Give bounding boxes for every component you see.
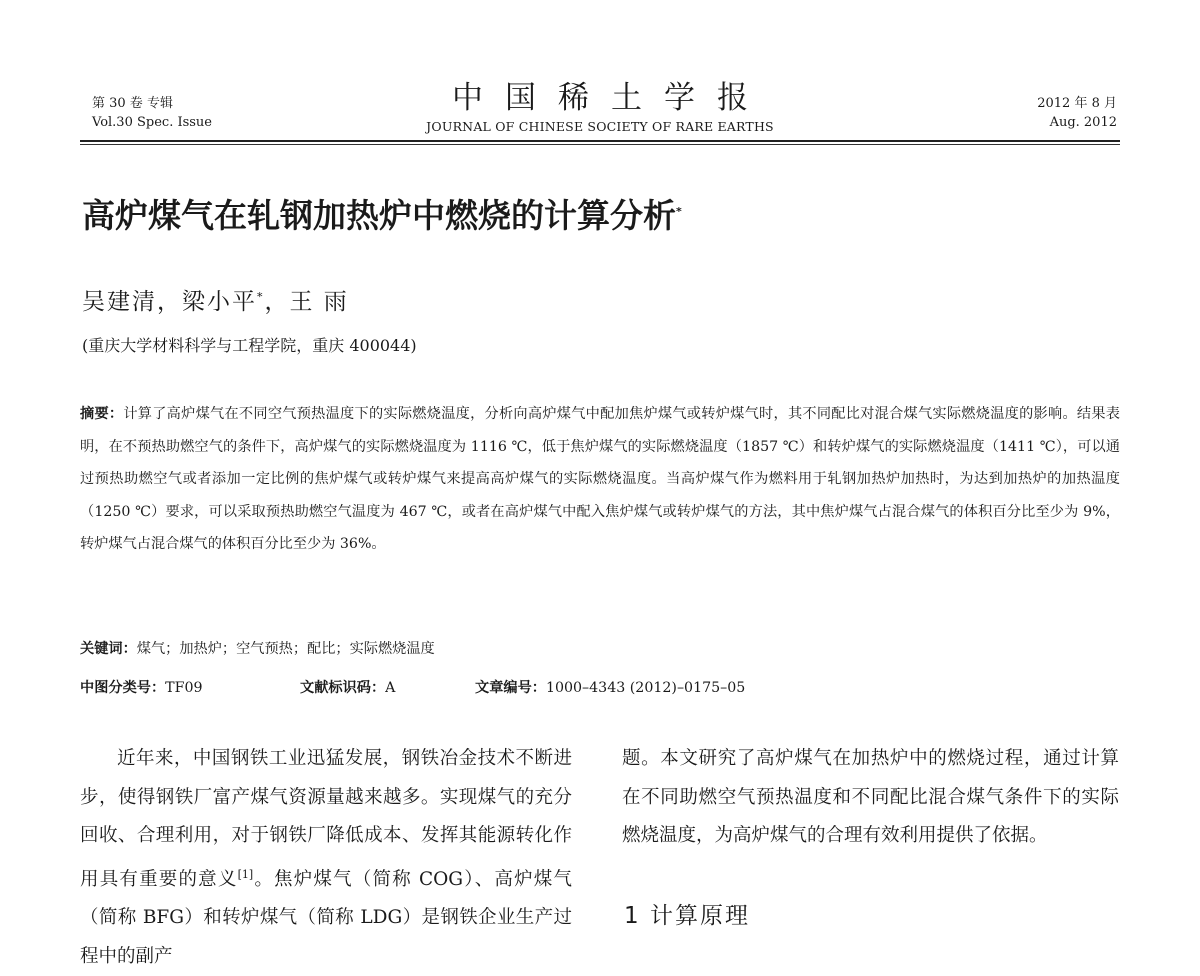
header-rule-thin [80,144,1120,145]
issue-date [1037,94,1117,132]
intro-text-b: 。焦炉煤气（简称 COG）、高炉煤气（简称 BFG）和转炉煤气（简称 LDG）是钢铁企业生产过程中的副产 [80,868,572,967]
affiliation: (重庆大学材料科学与工程学院，重庆 400044) [82,336,417,355]
date-en: Aug. 2012 [1049,115,1117,130]
article-number-label: 文章编号： [475,680,546,696]
doc-code-field [300,677,475,697]
abstract-label: 摘要： [80,406,124,422]
corresponding-author-mark: * [257,290,265,304]
clc-field [80,677,300,697]
doc-code-label: 文献标识码： [300,680,386,696]
journal-masthead [0,80,1200,134]
volume-cn: 第 30 卷 专辑 [92,96,173,111]
clc-label: 中图分类号： [80,680,166,696]
doc-code-value: A [385,680,396,696]
body-column-left [80,740,572,976]
classification-line [80,677,745,697]
authors-tail: ，王 雨 [264,289,349,315]
article-number-value: 1000–4343 (2012)–0175–05 [545,680,746,696]
journal-name-cn: 中国稀土学报 [452,80,770,116]
header-rule-thick [80,140,1120,142]
date-cn: 2012 年 8 月 [1037,96,1117,111]
section-heading: 1 计算原理 [624,903,750,929]
intro-text-a: 近年来，中国钢铁工业迅猛发展，钢铁冶金技术不断进步，使得钢铁厂富产煤气资源量越来越多。实现煤气的充分回收、合理利用，对于钢铁厂降低成本、发挥其能源转化作用具有重要的意义 [80,748,572,890]
body-column-right [622,740,1119,856]
keywords-label: 关键词： [80,641,137,657]
abstract [80,398,1120,561]
clc-value: TF09 [165,680,203,696]
journal-name-en: JOURNAL OF CHINESE SOCIETY OF RARE EARTHS [426,119,774,134]
volume-en: Vol.30 Spec. Issue [92,115,212,130]
citation-ref: [1] [237,867,254,881]
authors-text: 吴建清，梁小平 [82,289,257,315]
keywords [80,638,435,658]
title-text: 高炉煤气在轧钢加热炉中燃烧的计算分析 [82,196,676,235]
title-footnote-mark: * [676,205,682,218]
keywords-text: 煤气；加热炉；空气预热；配比；实际燃烧温度 [136,641,435,657]
article-title [82,190,682,238]
abstract-text: 计算了高炉煤气在不同空气预热温度下的实际燃烧温度，分析向高炉煤气中配加焦炉煤气或转炉煤气时，其不同配比对混合煤气实际燃烧温度的影响。结果表明，在不预热助燃空气的条件下，高炉煤气的实际燃烧温度为 1116 ℃，低于焦炉煤气的实际燃烧温度（1857 ℃）和转炉煤气的实际燃烧温度（1411 ℃），可以通过预热助燃空气或者添加一定比例的焦炉煤气或转炉煤气来提高高炉煤气的实际燃烧温度。当高炉煤气作为燃料用于轧钢加热炉加热时，为达到加热炉的加热温度（1250 ℃）要求，可以采取预热助燃空气温度为 467 ℃，或者在高炉煤气中配入焦炉煤气或转炉煤气的方法，其中焦炉煤气占混合煤气的体积百分比至少为 9%，转炉煤气占混合煤气的体积百分比至少为 36%。 [80,406,1120,552]
intro-text-c: 题。本文研究了高炉煤气在加热炉中的燃烧过程，通过计算在不同助燃空气预热温度和不同配比混合煤气条件下的实际燃烧温度，为高炉煤气的合理有效利用提供了依据。 [622,748,1119,846]
article-number-field [475,680,745,696]
author-list [82,283,349,316]
